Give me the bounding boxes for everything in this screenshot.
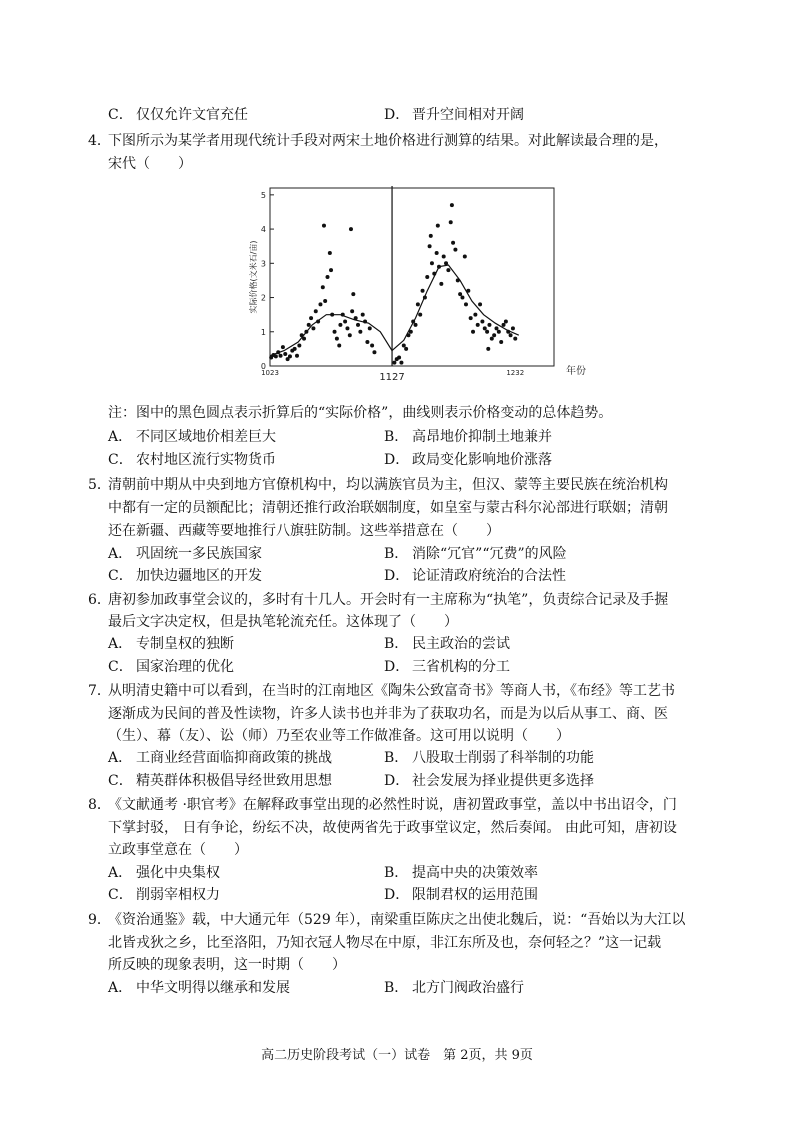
data-point [351, 292, 355, 296]
question-text: 唐初参加政事堂会议的，多时有十几人。开会时有一主席称为“执笔”，负责综合记录及手握 [108, 592, 669, 608]
option-c[interactable] [108, 770, 332, 792]
option-text: 限制君权的运用范围 [412, 887, 538, 903]
option-b[interactable] [384, 862, 538, 884]
data-point [372, 350, 376, 354]
data-point [309, 316, 313, 320]
question-number: 9． [88, 912, 111, 928]
option-text: 论证清政府统治的合法性 [412, 568, 566, 584]
option-text: 工商业经营面临抑商政策的挑战 [136, 750, 332, 766]
data-point [428, 244, 432, 248]
data-point [453, 248, 457, 252]
option-b[interactable] [384, 426, 552, 448]
option-text: 巩固统一多民族国家 [136, 546, 262, 562]
option-letter: B． [384, 980, 409, 996]
data-point [404, 347, 408, 351]
data-point [358, 330, 362, 334]
data-point [492, 333, 496, 337]
question-text: 下掌封驳， 日有争论，纷纭不决，故使两省先于政事堂议定，然后奏闻。 由此可知，唐初设 [108, 820, 677, 836]
data-point [509, 333, 513, 337]
option-a[interactable] [108, 633, 234, 655]
x-tick-label: 1232 [506, 369, 525, 377]
option-letter: B． [384, 429, 409, 445]
data-point [442, 254, 446, 258]
data-point [485, 330, 489, 334]
option-d[interactable] [384, 770, 594, 792]
option-letter: C． [108, 659, 133, 675]
option-b[interactable] [384, 977, 524, 999]
option-letter: A． [108, 546, 133, 562]
data-point [307, 323, 311, 327]
page-footer: 高二历史阶段考试（一）试卷 第 2页，共 9页 [261, 1048, 533, 1063]
option-text: 不同区域地价相差巨大 [136, 429, 276, 445]
option-text: 精英群体积极倡导经世致用思想 [136, 773, 332, 789]
data-point [356, 323, 360, 327]
option-letter: C． [108, 887, 133, 903]
data-point [343, 320, 347, 324]
question-text: 宋代（ ） [108, 156, 192, 172]
option-text: 专制皇权的独断 [136, 636, 234, 652]
option-d[interactable] [384, 565, 566, 587]
data-point [348, 333, 352, 337]
option-letter: B． [384, 865, 409, 881]
data-point [329, 268, 333, 272]
trend-line [270, 265, 519, 356]
data-point [487, 323, 491, 327]
data-point [425, 275, 429, 279]
data-point [293, 347, 297, 351]
data-point [513, 337, 517, 341]
x-tick-label: 1023 [261, 369, 279, 377]
data-point [429, 234, 433, 238]
y-tick-label: 1 [260, 327, 266, 337]
option-d[interactable] [384, 884, 538, 906]
option-text: 消除“冗官”“冗费”的风险 [412, 546, 567, 562]
data-point [463, 254, 467, 258]
question-text: 立政事堂意在（ ） [108, 842, 248, 858]
data-point [281, 345, 285, 349]
data-point [335, 337, 339, 341]
option-letter: B． [384, 750, 409, 766]
option-letter: A． [108, 865, 133, 881]
option-letter: A． [108, 750, 133, 766]
data-point [502, 323, 506, 327]
option-text: 八股取士削弱了科举制的功能 [412, 750, 594, 766]
data-point [478, 302, 482, 306]
question-text: 《资治通鉴》载，中大通元年（529 年），南梁重臣陈庆之出使北魏后，说：“吾始以为大江以 [108, 912, 686, 928]
data-point [274, 354, 278, 358]
question-number: 5． [88, 477, 111, 493]
data-point [439, 282, 443, 286]
option-d[interactable] [384, 449, 552, 471]
option-a[interactable] [108, 426, 276, 448]
data-point [397, 355, 401, 359]
question-text: 北皆戎狄之乡，比至洛阳，乃知衣冠人物尽在中原，非江东所及也，奈何轻之？”这一记载 [108, 935, 662, 951]
data-point [483, 326, 487, 330]
option-text: 晋升空间相对开阔 [412, 107, 524, 123]
question-text: 最后文字决定权，但是执笔轮流充任。这体现了（ ） [108, 614, 458, 630]
question-text: 所反映的现象表明，这一时期（ ） [108, 957, 346, 973]
data-point [430, 261, 434, 265]
option-a[interactable] [108, 862, 220, 884]
option-c[interactable] [108, 565, 262, 587]
data-point [328, 251, 332, 255]
y-axis-label: 实际价格(文米石/亩) [249, 240, 258, 314]
data-point [469, 316, 473, 320]
option-letter: A． [108, 429, 133, 445]
data-point [449, 220, 453, 224]
data-point [499, 340, 503, 344]
option-c-prev[interactable] [108, 104, 248, 126]
question-text: 从明清史籍中可以看到，在当时的江南地区《陶朱公致富奇书》等商人书，《布经》等工艺书 [108, 683, 675, 699]
land-price-chart [244, 180, 616, 390]
y-tick-label: 5 [260, 190, 266, 200]
data-point [323, 299, 327, 303]
option-letter: D． [384, 452, 410, 468]
data-point [311, 326, 315, 330]
question-text: 《文献通考 ·职官考》在解释政事堂出现的必然性时说，唐初置政事堂，盖以中书出诏令，门 [108, 797, 677, 813]
question-text: 下图所示为某学者用现代统计手段对两宋土地价格进行测算的结果。对此解读最合理的是， [108, 133, 668, 149]
option-d[interactable] [384, 656, 510, 678]
option-text: 中华文明得以继承和发展 [136, 980, 290, 996]
data-point [494, 326, 498, 330]
data-point [368, 326, 372, 330]
option-letter: C． [108, 773, 133, 789]
data-point [490, 337, 494, 341]
option-letter: B． [384, 546, 409, 562]
question-text: 中都有一定的员额配比；清朝还推行政治联姻制度，如皇室与蒙古科尔沁部进行联姻；清朝 [108, 500, 668, 516]
option-d-prev[interactable] [384, 104, 524, 126]
option-text: 北方门阀政治盛行 [412, 980, 524, 996]
option-text: 提高中央的决策效率 [412, 865, 538, 881]
data-point [297, 343, 301, 347]
data-point [370, 343, 374, 347]
data-point [451, 241, 455, 245]
option-text: 强化中央集权 [136, 865, 220, 881]
plot-frame [270, 188, 554, 366]
question-number: 4． [88, 133, 111, 149]
question-text: 清朝前中期从中央到地方官僚机构中，均以满族官员为主，但汉、蒙等主要民族在统治机构 [108, 477, 668, 493]
option-b[interactable] [384, 633, 510, 655]
option-c[interactable] [108, 449, 276, 471]
data-point [295, 354, 299, 358]
option-letter: D． [384, 773, 410, 789]
data-point [460, 296, 464, 300]
data-point [473, 313, 477, 317]
data-point [504, 320, 508, 324]
chart-note: 注：图中的黑色圆点表示折算后的“实际价格”，曲线则表示价格变动的总体趋势。 [108, 405, 613, 421]
data-point [337, 343, 341, 347]
data-point [511, 326, 515, 330]
y-tick-label: 2 [260, 293, 266, 303]
data-point [471, 330, 475, 334]
option-b[interactable] [384, 543, 567, 565]
option-letter: D． [384, 659, 410, 675]
question-text: 逐渐成为民间的普及性读物，许多人读书也并非为了获取功名，而是为以后从事工、商、医 [108, 706, 668, 722]
data-point [416, 302, 420, 306]
data-point [350, 309, 354, 313]
option-c[interactable] [108, 656, 234, 678]
option-text: 农村地区流行实物货币 [136, 452, 276, 468]
data-point [361, 313, 365, 317]
data-point [349, 227, 353, 231]
question-number: 6． [88, 592, 111, 608]
y-tick-label: 3 [260, 259, 266, 269]
data-point [402, 343, 406, 347]
data-point [326, 275, 330, 279]
data-point [436, 224, 440, 228]
data-point [283, 352, 287, 356]
question-number: 7． [88, 683, 111, 699]
option-letter: C． [108, 107, 133, 123]
option-text: 仅仅允许文官充任 [136, 107, 248, 123]
x-tick-label: 1127 [379, 372, 405, 383]
option-b[interactable] [384, 747, 594, 769]
option-letter: B． [384, 636, 409, 652]
data-point [435, 251, 439, 255]
data-point [322, 224, 326, 228]
option-letter: A． [108, 980, 133, 996]
question-text: （生）、幕（友）、讼（师）乃至农业等工作做准备。这可用以说明（ ） [108, 728, 570, 744]
data-point [446, 268, 450, 272]
data-point [476, 323, 480, 327]
data-point [279, 354, 283, 358]
option-letter: C． [108, 452, 133, 468]
question-number: 8． [88, 797, 111, 813]
question-text: 还在新疆、西藏等要地推行八旗驻防制。这些举措意在（ ） [108, 523, 500, 539]
data-point [365, 340, 369, 344]
data-point [321, 285, 325, 289]
option-letter: C． [108, 568, 133, 584]
option-text: 三省机构的分工 [412, 659, 510, 675]
option-text: 政局变化影响地价涨落 [412, 452, 552, 468]
y-tick-label: 4 [260, 225, 266, 235]
data-point [421, 289, 425, 293]
option-text: 高昂地价抑制土地兼并 [412, 429, 552, 445]
option-letter: D． [384, 568, 410, 584]
data-point [333, 330, 337, 334]
data-point [464, 302, 468, 306]
data-point [288, 354, 292, 358]
option-text: 民主政治的尝试 [412, 636, 510, 652]
data-point [399, 361, 403, 365]
option-letter: D． [384, 107, 410, 123]
option-letter: D． [384, 887, 410, 903]
option-letter: A． [108, 636, 133, 652]
data-point [458, 292, 462, 296]
data-point [392, 361, 396, 365]
data-point [318, 302, 322, 306]
data-point [486, 347, 490, 351]
data-point [338, 323, 342, 327]
option-a[interactable] [108, 977, 290, 999]
x-axis-label: 年份 [566, 366, 586, 377]
option-text: 削弱宰相权力 [136, 887, 220, 903]
option-a[interactable] [108, 747, 332, 769]
data-point [314, 309, 318, 313]
data-point [480, 320, 484, 324]
data-point [497, 330, 501, 334]
data-point [414, 323, 418, 327]
option-text: 社会发展为择业提供更多选择 [412, 773, 594, 789]
option-text: 加快边疆地区的开发 [136, 568, 262, 584]
data-point [345, 326, 349, 330]
data-point [450, 203, 454, 207]
option-c[interactable] [108, 884, 220, 906]
y-tick-label: 0 [260, 362, 266, 371]
option-a[interactable] [108, 543, 262, 565]
data-point [418, 313, 422, 317]
option-text: 国家治理的优化 [136, 659, 234, 675]
